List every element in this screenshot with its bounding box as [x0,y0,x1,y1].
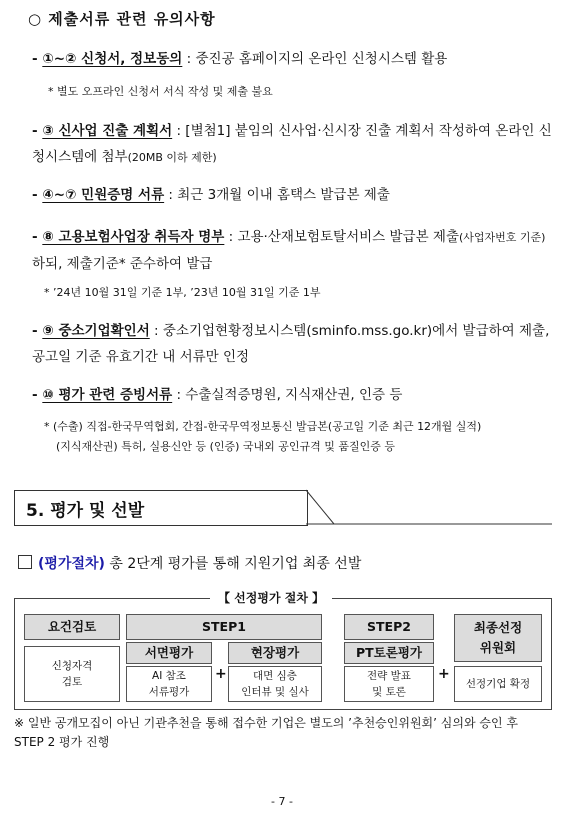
item-head: ⑨ 중소기업확인서 [42,323,150,339]
section-title: 5. 평가 및 선발 [26,501,145,521]
list-item: - ⑨ 중소기업확인서 : 중소기업현황정보시스템(sminfo.mss.go.kr)에서 발급하여 제출, 공고일 기준 유효기간 내 서류만 인정 [32,323,550,365]
item-head: ①~② 신청서, 정보동의 [42,51,183,67]
item-head: ⑧ 고용보험사업장 취득자 명부 [42,229,225,245]
item-body: : 최근 3개월 이내 홈택스 발급본 제출 [164,187,390,203]
item-head: ③ 신사업 진출 계획서 [42,123,173,139]
doc-eval-body: AI 참조 서류평가 [126,666,212,702]
item-body: : 수출실적증명원, 지식재산권, 인증 등 [172,387,403,403]
item-small: (사업자번호 기준) [459,231,546,244]
procedure-label: (평가절차) [38,556,105,572]
review-body: 신청자격 검토 [24,646,120,702]
item-body2: 하되, 제출기준* 준수하여 발급 [32,256,213,272]
step2-head: STEP2 [344,614,434,640]
list-item: - ⑩ 평가 관련 증빙서류 : 수출실적증명원, 지식재산권, 인증 등 [32,387,403,403]
page-number: - 7 - [271,795,293,808]
note: * (수출) 직접-한국무역협회, 간접-한국무역정보통신 발급본(공고일 기준 최근 12개월 실적) [44,420,482,433]
item-body: : [별첨1] 붙임의 신사업·신시장 진출 계획서 작성하여 온라인 신청시스템에 첨부 [32,123,552,165]
procedure-line [18,553,361,573]
checkbox-icon [18,555,32,569]
step1-head: STEP1 [126,614,322,640]
item-body: : 고용·산재보험토탈서비스 발급본 제출 [224,229,460,245]
note: * ’24년 10월 31일 기준 1부, ’23년 10월 31일 기준 1부 [44,286,321,299]
footnote: ※ 일반 공개모집이 아닌 기관추천을 통해 접수한 기업은 별도의 ’추천승인위원회’ 심의와 승인 후 STEP 2 평가 진행 [14,716,518,749]
site-eval-body: 대면 심층 인터뷰 및 실사 [228,666,322,702]
list-item: - ④~⑦ 민원증명 서류 : 최근 3개월 이내 홈택스 발급본 제출 [32,187,390,203]
note: (지식재산권) 특허, 실용신안 등 (인증) 국내외 공인규격 및 품질인증 등 [56,440,396,453]
flow-title: 【 선정평가 절차 】 [210,589,332,606]
procedure-text: 총 2단계 평가를 통해 지원기업 최종 선발 [104,556,362,572]
note: * 별도 오프라인 신청서 서식 작성 및 제출 불요 [48,85,273,98]
final-committee-body: 선정기업 확정 [454,666,542,702]
list-item: - ①~② 신청서, 정보동의 : 중진공 홈페이지의 온라인 신청시스템 활용 [32,51,448,67]
final-committee-head: 최종선정 위원회 [454,614,542,662]
pt-eval-body: 전략 발표 및 토론 [344,666,434,702]
plus-icon: + [438,666,450,682]
list-item: - ⑧ 고용보험사업장 취득자 명부 : 고용·산재보험토탈서비스 발급본 제출(사업자번호 기준)하되, 제출기준* 준수하여 발급 [32,229,546,272]
doc-eval-head: 서면평가 [126,642,212,664]
item-head: ⑩ 평가 관련 증빙서류 [42,387,173,403]
site-eval-head: 현장평가 [228,642,322,664]
item-body: : 중소기업현황정보시스템(sminfo.mss.go.kr)에서 발급하여 제출, 공고일 기준 유효기간 내 서류만 인정 [32,323,550,365]
plus-icon: + [215,666,227,682]
pt-eval-head: PT토론평가 [344,642,434,664]
section-heading: ○ 제출서류 관련 유의사항 [28,10,216,28]
list-item: - ③ 신사업 진출 계획서 : [별첨1] 붙임의 신사업·신시장 진출 계획서 작성하여 온라인 신청시스템에 첨부(20MB 이하 제한) [32,123,552,165]
item-body: : 중진공 홈페이지의 온라인 신청시스템 활용 [182,51,448,67]
review-head: 요건검토 [24,614,120,640]
item-head: ④~⑦ 민원증명 서류 [42,187,165,203]
item-small: (20MB 이하 제한) [127,151,217,164]
